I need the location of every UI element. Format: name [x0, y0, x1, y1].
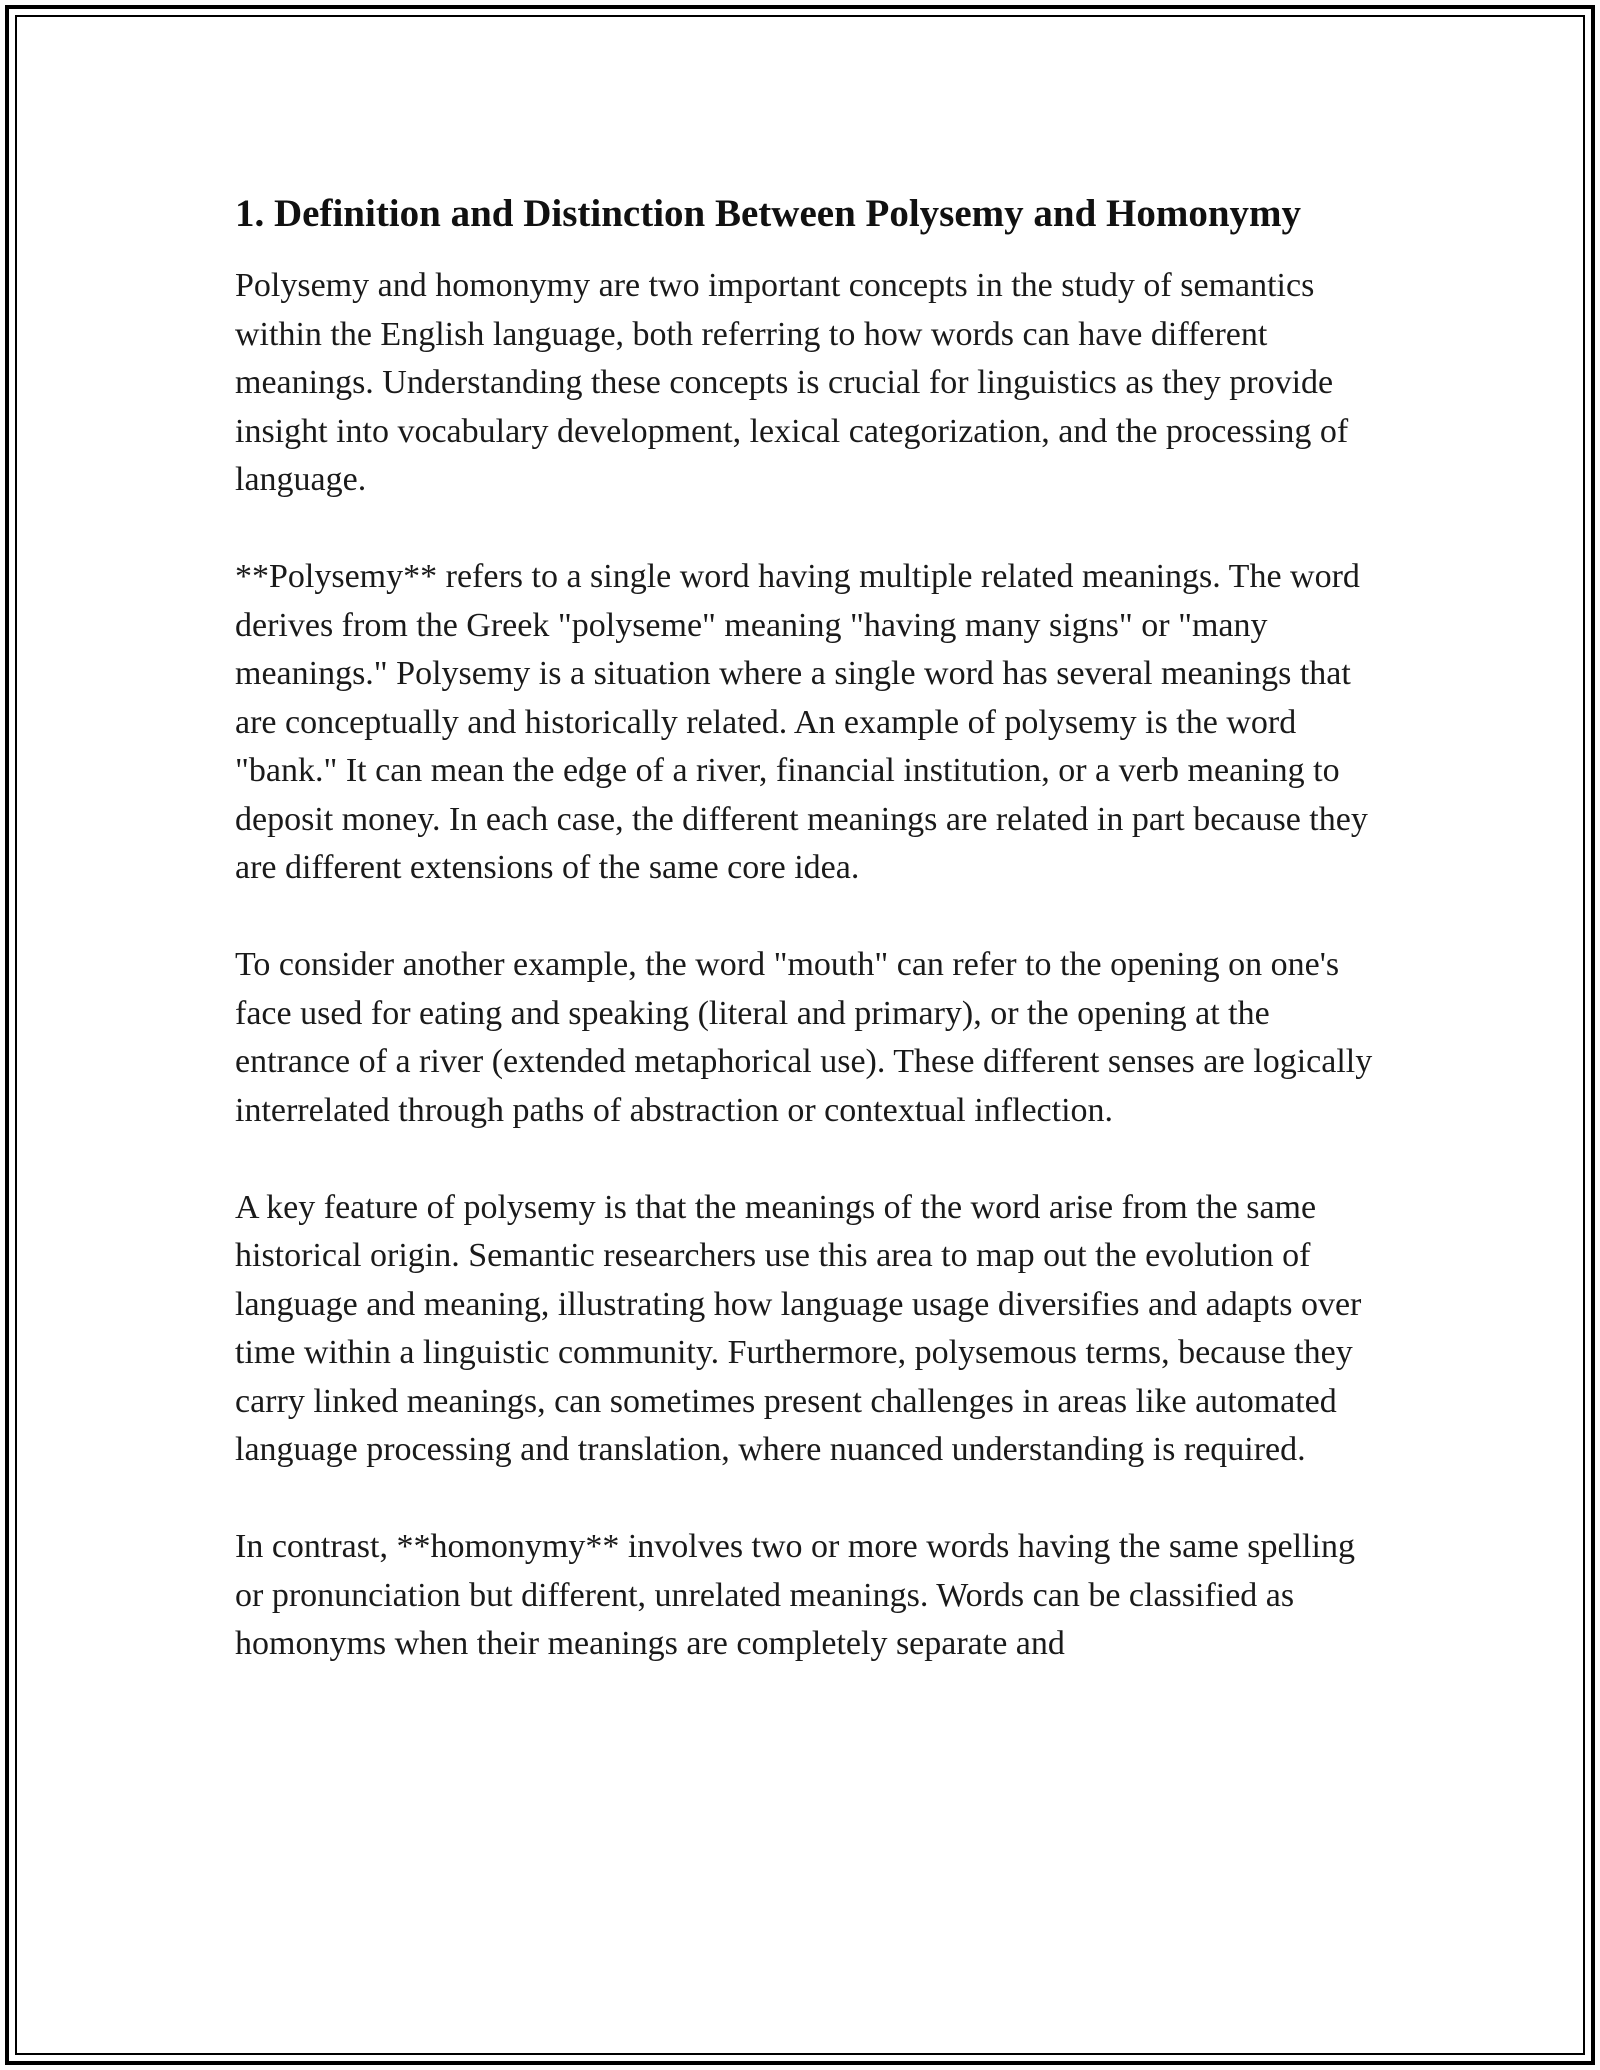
paragraph-intro: Polysemy and homonymy are two important concepts in the study of semantics within the English language, both referring to how words can have different meanings. Understanding these concepts is crucial for linguistics as they provide insight into vocabulary development, lexical categorization, and the processing of language. [235, 267, 1349, 498]
section-heading: 1. Definition and Distinction Between Polysemy and Homonymy [235, 192, 1302, 235]
paragraph-mouth-example: To consider another example, the word "mouth" can refer to the opening on one's face used for eating and speaking (literal and primary), or the opening at the entrance of a river (extended metaphorical use). These different senses are logically interrelated through paths of abstraction or contextual inflection. [235, 946, 1373, 1129]
document-body [235, 186, 1375, 1717]
paragraph-polysemy-definition: **Polysemy** refers to a single word having multiple related meanings. The word derives from the Greek "polyseme" meaning "having many signs" or "many meanings." Polysemy is a situation where a single word has several meanings that are conceptually and historically related. An example of polysemy is the word "bank." It can mean the edge of a river, financial institution, or a verb meaning to deposit money. In each case, the different meanings are related in part because they are different extensions of the same core idea. [235, 558, 1368, 886]
paragraph-homonymy-definition: In contrast, **homonymy** involves two or more words having the same spelling or pronunciation but different, unrelated meanings. Words can be classified as homonyms when their meanings are completely separate and [235, 1528, 1355, 1662]
paragraph-polysemy-key-feature: A key feature of polysemy is that the meanings of the word arise from the same historical origin. Semantic researchers use this area to map out the evolution of language and meaning, illustrating how language usage diversifies and adapts over time within a linguistic community. Furthermore, polysemous terms, because they carry linked meanings, can sometimes present challenges in areas like automated language processing and translation, where nuanced understanding is required. [235, 1188, 1362, 1468]
